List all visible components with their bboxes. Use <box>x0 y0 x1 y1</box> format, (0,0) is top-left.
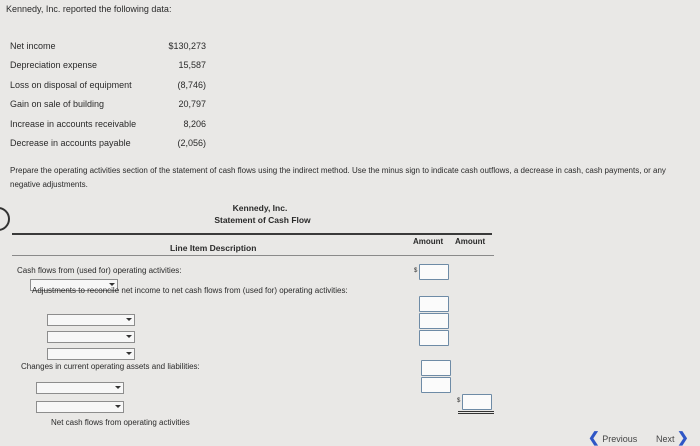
amount-input-change-1[interactable] <box>421 360 451 376</box>
next-button[interactable] <box>656 429 689 446</box>
chevron-left-icon: ❮ <box>588 429 600 445</box>
data-value-decrease-ap: (2,056) <box>177 138 206 148</box>
data-value-gain-sale: 20,797 <box>178 99 206 109</box>
header-rule-top <box>12 233 492 235</box>
previous-label: Previous <box>602 434 638 444</box>
section-adjustments-label: Adjustments to reconcile net income to net cash flows from (used for) operating activities: <box>32 286 348 295</box>
intro-text: Kennedy, Inc. reported the following data: <box>6 4 172 14</box>
data-label-depreciation: Depreciation expense <box>10 60 98 70</box>
dollar-sign-net-cash: $ <box>457 398 461 404</box>
line-item-dropdown-5[interactable] <box>36 382 124 394</box>
amount-input-adjustment-3[interactable] <box>419 330 449 346</box>
col-line-item-description: Line Item Description <box>170 243 257 253</box>
section-operating-label: Cash flows from (used for) operating activities: <box>17 266 182 275</box>
line-item-dropdown-3[interactable] <box>47 331 135 343</box>
statement-company: Kennedy, Inc. <box>232 203 288 213</box>
instructions-text: Prepare the operating activities section of the statement of cash flows using the indirect method. Use the minus sign to indicate cash outflows, a decrease in cash, cash payments, or any negative adjustments. <box>10 166 666 189</box>
data-value-loss-disposal: (8,746) <box>177 80 206 90</box>
data-value-depreciation: 15,587 <box>178 60 206 70</box>
line-item-dropdown-4[interactable] <box>47 348 135 360</box>
col-amount-1: Amount <box>413 237 444 246</box>
amount-input-net-income[interactable] <box>419 264 449 280</box>
section-changes-label: Changes in current operating assets and liabilities: <box>21 362 200 371</box>
next-label: Next <box>656 434 675 444</box>
data-label-increase-ar: Increase in accounts receivable <box>10 119 137 129</box>
data-value-increase-ar: 8,206 <box>183 119 206 129</box>
data-label-gain-sale: Gain on sale of building <box>10 99 105 109</box>
amount-input-change-2[interactable] <box>421 377 451 393</box>
header-rule-bottom <box>12 255 494 256</box>
net-cash-underline-1 <box>458 411 494 412</box>
net-cash-label: Net cash flows from operating activities <box>51 418 190 427</box>
previous-button[interactable] <box>588 429 637 446</box>
line-item-dropdown-6[interactable] <box>36 401 124 413</box>
data-label-decrease-ap: Decrease in accounts payable <box>10 138 131 148</box>
amount-input-adjustment-1[interactable] <box>419 296 449 312</box>
chevron-right-icon: ❯ <box>677 429 689 445</box>
amount-input-adjustment-2[interactable] <box>419 313 449 329</box>
data-label-loss-disposal: Loss on disposal of equipment <box>10 80 132 90</box>
net-cash-underline-2 <box>458 413 494 414</box>
amount-input-net-cash[interactable] <box>462 394 492 410</box>
line-item-dropdown-2[interactable] <box>47 314 135 326</box>
data-label-net-income: Net income <box>10 41 56 51</box>
data-value-net-income: $130,273 <box>168 41 206 51</box>
dollar-sign-net-income: $ <box>414 268 418 274</box>
step-circle-icon <box>0 207 10 231</box>
statement-title: Statement of Cash Flow <box>214 215 311 225</box>
col-amount-2: Amount <box>455 237 486 246</box>
